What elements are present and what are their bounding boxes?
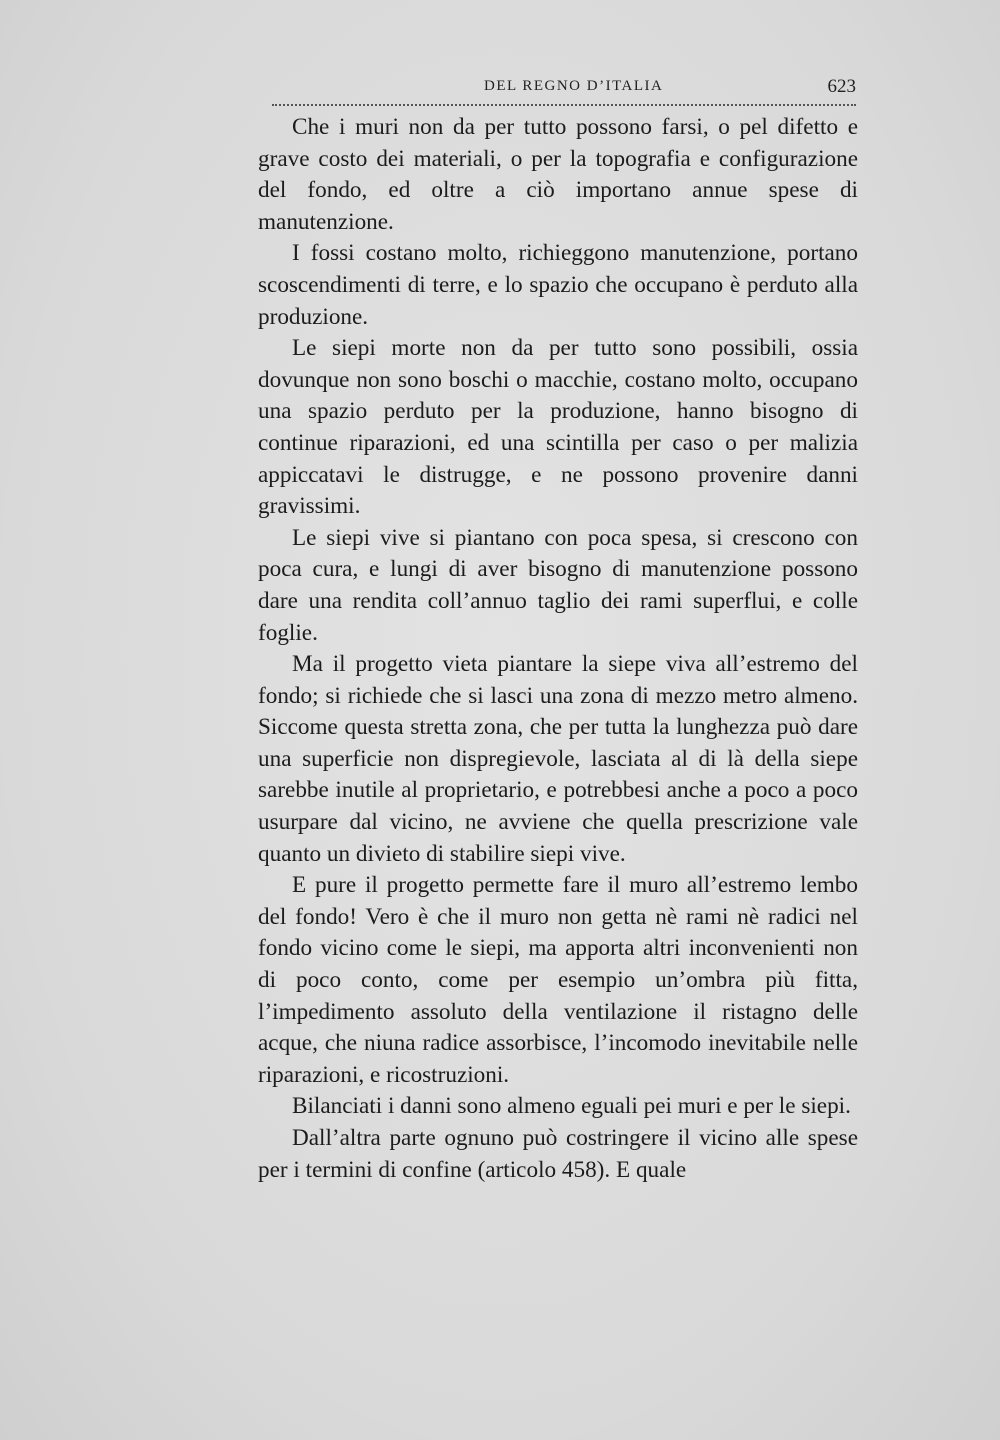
paragraph: E pure il progetto permette fare il muro all’estremo lembo del fondo! Vero è che il muro non getta nè rami nè radici nel fondo vicino come le siepi, ma apporta altri inconvenienti non di poco conto, come per esempio un’ombra più fitta, l’impedimento assoluto della ventilazione il ristagno delle acque, che niuna radice assorbisce, l’incomodo inevitabile nelle riparazioni, e ricostruzioni. xyxy=(258,872,858,1088)
paragraph: Bilanciati i danni sono almeno eguali pei muri e per le siepi. xyxy=(292,1093,851,1120)
paragraph: Le siepi morte non da per tutto sono possibili, ossia dovunque non sono boschi o macchie, costano molto, occupano una spazio perduto per la produzione, hanno bisogno di continue riparazioni, ed una scintilla per caso o per malizia appiccatavi le distrugge, e ne possono provenire danni gravissimi. xyxy=(258,335,858,520)
paragraph: I fossi costano molto, richieggono manutenzione, portano scoscendimenti di terre, e lo spazio che occupano è perduto alla produzione. xyxy=(258,240,858,330)
running-title: DEL REGNO D’ITALIA xyxy=(484,78,664,94)
header-rule xyxy=(272,104,856,106)
paragraph: Ma il progetto vieta piantare la siepe viva all’estremo del fondo; si richiede che si lasci una zona di mezzo metro almeno. Siccome questa stretta zona, che per tutta la lunghezza può dare una superficie non dispregievole, lasciata al di là della siepe sarebbe inutile al proprietario, e potrebbesi anche a poco a poco usurpare dal vicino, ne avviene che quella prescrizione vale quanto un divieto di stabilire siepi vive. xyxy=(258,651,858,867)
page-header xyxy=(272,76,856,102)
body-text xyxy=(258,112,858,1186)
paragraph: Le siepi vive si piantano con poca spesa, si crescono con poca cura, e lungi di aver bisogno di manutenzione possono dare una rendita coll’annuo taglio dei rami superflui, e colle foglie. xyxy=(258,524,858,646)
paragraph: Dall’altra parte ognuno può costringere il vicino alle spese per i termini di confine (articolo 458). E quale xyxy=(258,1125,858,1183)
page-number: 623 xyxy=(827,76,856,97)
paragraph: Che i muri non da per tutto possono farsi, o pel difetto e grave costo dei materiali, o per la topografia e configurazione del fondo, ed oltre a ciò importano annue spese di manutenzione. xyxy=(258,114,858,235)
